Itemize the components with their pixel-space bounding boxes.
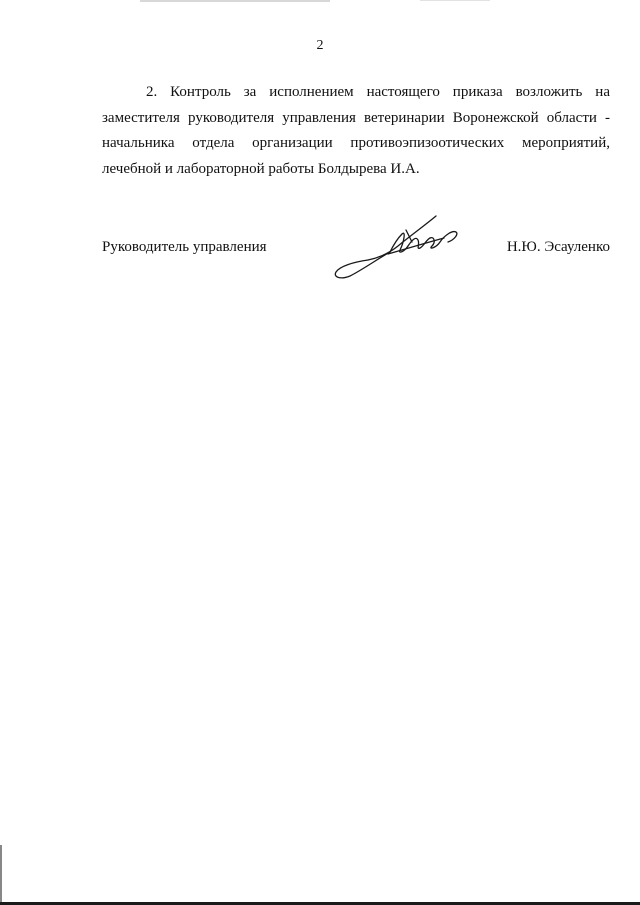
page-number: 2 xyxy=(316,38,324,53)
paragraph-line-4: лечебной и лабораторной работы Болдырева И.А. xyxy=(102,160,420,177)
scan-artifact-top xyxy=(140,0,330,2)
paragraph-line-3: начальника отдела организации противоэпизоотических мероприятий, xyxy=(102,135,610,152)
signatory-position: Руководитель управления xyxy=(102,239,267,255)
handwritten-signature xyxy=(332,212,462,282)
scan-artifact-top-right xyxy=(420,0,490,1)
scan-artifact-left xyxy=(0,845,2,905)
signatory-name: Н.Ю. Эсауленко xyxy=(506,239,610,255)
paragraph-line-1: 2. Контроль за исполнением настоящего приказа возложить на xyxy=(146,84,610,100)
paragraph-line-2: заместителя руководителя управления ветеринарии Воронежской области - xyxy=(102,109,610,126)
order-paragraph xyxy=(102,80,610,182)
